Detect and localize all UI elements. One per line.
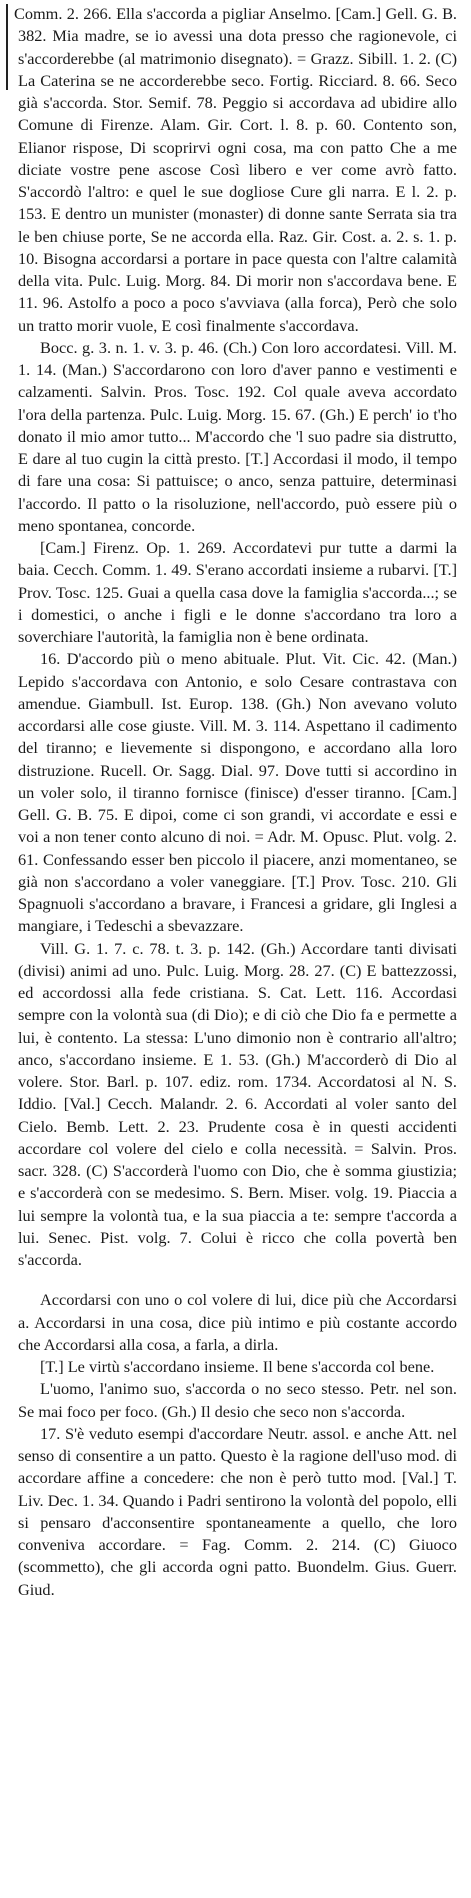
entry-paragraph: 16. D'accordo più o meno abituale. Plut. Vit. Cic. 42. (Man.) Lepido s'accordava con Antonio, e solo Cesare contrastava con amendue. Giambull. Ist. Europ. 138. (Gh.) Non avevano voluto accordarsi alle cose giuste. Vill. M. 3. 114. Aspettano il cadimento del tiranno; e lievemente si dispongono, e accordano alla loro distruzione. Rucell. Or. Sagg. Dial. 97. Dove tutti si accordino in un voler solo, il tiranno forniscе (finisce) d'esser tiranno. [Cam.] Gell. G. B. 75. E dipoi, come ci son grandi, vi accordate e essi e voi a non tener conto alcuno di noi. = Adr. M. Opusc. Plut. volg. 2. 61. Confessando esser ben piccolo il piacere, anzi momentaneo, se già non s'accordano a voler vaneggiare. [T.] Prov. Tosc. 210. Gli Spagnuoli s'accordano a bravare, i Francesi a gridare, gli Inglesi a mangiare, i Tedeschi a sbevazzare.: [18, 649, 457, 936]
entry-paragraph: Accordarsi con uno o col volere di lui, dice più che Accordarsi a. Accordarsi in una cosa, dice più intimo e più costante accordo che Accordarsi alla cosa, a farla, a dirla.: [18, 1290, 457, 1354]
entry-paragraph: Bocc. g. 3. n. 1. v. 3. p. 46. (Ch.) Con loro accordatesi. Vill. M. 1. 14. (Man.) S'accordarono con loro d'aver panno e vestimenti e calzamenti. Salvin. Pros. Tosc. 192. Col quale aveva accordato l'ora della partenza. Pulc. Luig. Morg. 15. 67. (Gh.) E perch' io t'ho donato il mio amor tutto... M'accordo che 'l suo padre sia distrutto, E dare al tuo cugin la città presto. [T.] Accordasi il modo, il tempo di fare una cosa: Si pattuisce; o anco, senza pattuire, determinasi l'accordo. Il patto o la risoluzione, nell'accordo, può essere più o meno spontanea, concorde.: [18, 337, 457, 535]
margin-rule: [6, 4, 8, 90]
entry-body: [14, 3, 457, 1601]
entry-paragraph: [Cam.] Firenz. Op. 1. 269. Accordatevi pur tutte a darmi la baia. Cecch. Comm. 1. 49. S'erano accordati insieme a rubarvi. [T.] Prov. Tosc. 125. Guai a quella casa dove la famiglia s'accorda...; se i domestici, o anche i figli e le donne s'accordano tra loro a soverchiare l'autorità, la famiglia non è bene ordinata.: [18, 538, 457, 646]
paragraph-gap: [18, 1271, 457, 1289]
entry-paragraph: Comm. 2. 266. Ella s'accorda a pigliar Anselmo. [Cam.] Gell. G. B. 382. Mia madre, se io avessi una dota presso che ragionevole, ci s'accorderebbe (al matrimonio disegnato). = Grazz. Sibill. 1. 2. (C) La Caterina se ne accorderebbe seco. Fortig. Ricciard. 8. 66. Seco già s'accorda. Stor. Semif. 78. Peggio si accordava ad ubidire allo Comune di Firenze. Alam. Gir. Cort. l. 8. p. 60. Contento son, Elianor rispose, Di scoprirvi ogni cosa, ma con patto Che a me diciate vostre pene ascose Così libero e ver come avrò fatto. S'accordò l'altro: e quel le sue dogliose Cure gli narra. E l. 2. p. 153. E dentro un munister (monaster) di donne sante Serrata sia tra le ben chiuse porte, Se ne accorda ella. Raz. Gir. Cost. a. 2. s. 1. p. 10. Bisogna accordarsi a portare in pace questa con l'altre calamità della vita. Pulc. Luig. Morg. 84. Di morir non s'accordava bene. E 11. 96. Astolfo a poco a poco s'avviava (alla forca), Però che solo un tratto morir vuole, E così finalmente s'accordava.: [14, 4, 457, 335]
entry-paragraph: Vill. G. 1. 7. c. 78. t. 3. p. 142. (Gh.) Accordare tanti divisati (divisi) animi ad uno. Pulc. Luig. Morg. 28. 27. (C) E battezzossi, ed accordossi alla fede cristiana. S. Cat. Lett. 116. Accordasi sempre con la volontà sua (di Dio); e di ciò che Dio fa e permette a lui, è contento. La stessa: L'uno dimonio non è contrario all'altro; anco, s'accordano insieme. E 1. 53. (Gh.) M'accorderò di Dio al volere. Stor. Barl. p. 107. ediz. rom. 1734. Accordatosi al N. S. Iddio. [Val.] Cecch. Malandr. 2. 6. Accordati al voler santo del Cielo. Bemb. Lett. 2. 23. Prudente cosa è in questi accidenti accordare col volere del cielo e colla necessità. = Salvin. Pros. sacr. 328. (C) S'accorderà l'uomo con Dio, che è somma giustizia; e s'accorderà con se medesimo. S. Bern. Miser. volg. 19. Piaccia a lui sempre la volontà tua, e la sua piaccia a te: sempre t'accorda a lui. Senec. Pist. volg. 7. Colui è ricco che colla povertà ben s'accorda.: [18, 938, 457, 1269]
entry-paragraph: 17. S'è veduto esempi d'accordare Neutr. assol. e anche Att. nel senso di consentire a un patto. Questo è la ragione dell'uso mod. di accordare affine a concedere: che non è però tutto mod. [Val.] T. Liv. Dec. 1. 34. Quando i Padri sentirono la volontà del popolo, elli si pensaro d'acconsentire spontaneamente a quello, che loro conveniva accordare. = Fag. Comm. 2. 214. (C) Giuoco (scommetto), che gli accorda ogni patto. Buondelm. Gius. Guerr. Giud.: [18, 1423, 457, 1599]
entry-paragraph: [T.] Le virtù s'accordano insieme. Il bene s'accorda col bene.: [40, 1357, 435, 1376]
entry-paragraph: L'uomo, l'animo suo, s'accorda o no seco stesso. Petr. nel son. Se mai foco per foco. (Gh.) Il desio che seco non s'accorda.: [18, 1379, 457, 1421]
